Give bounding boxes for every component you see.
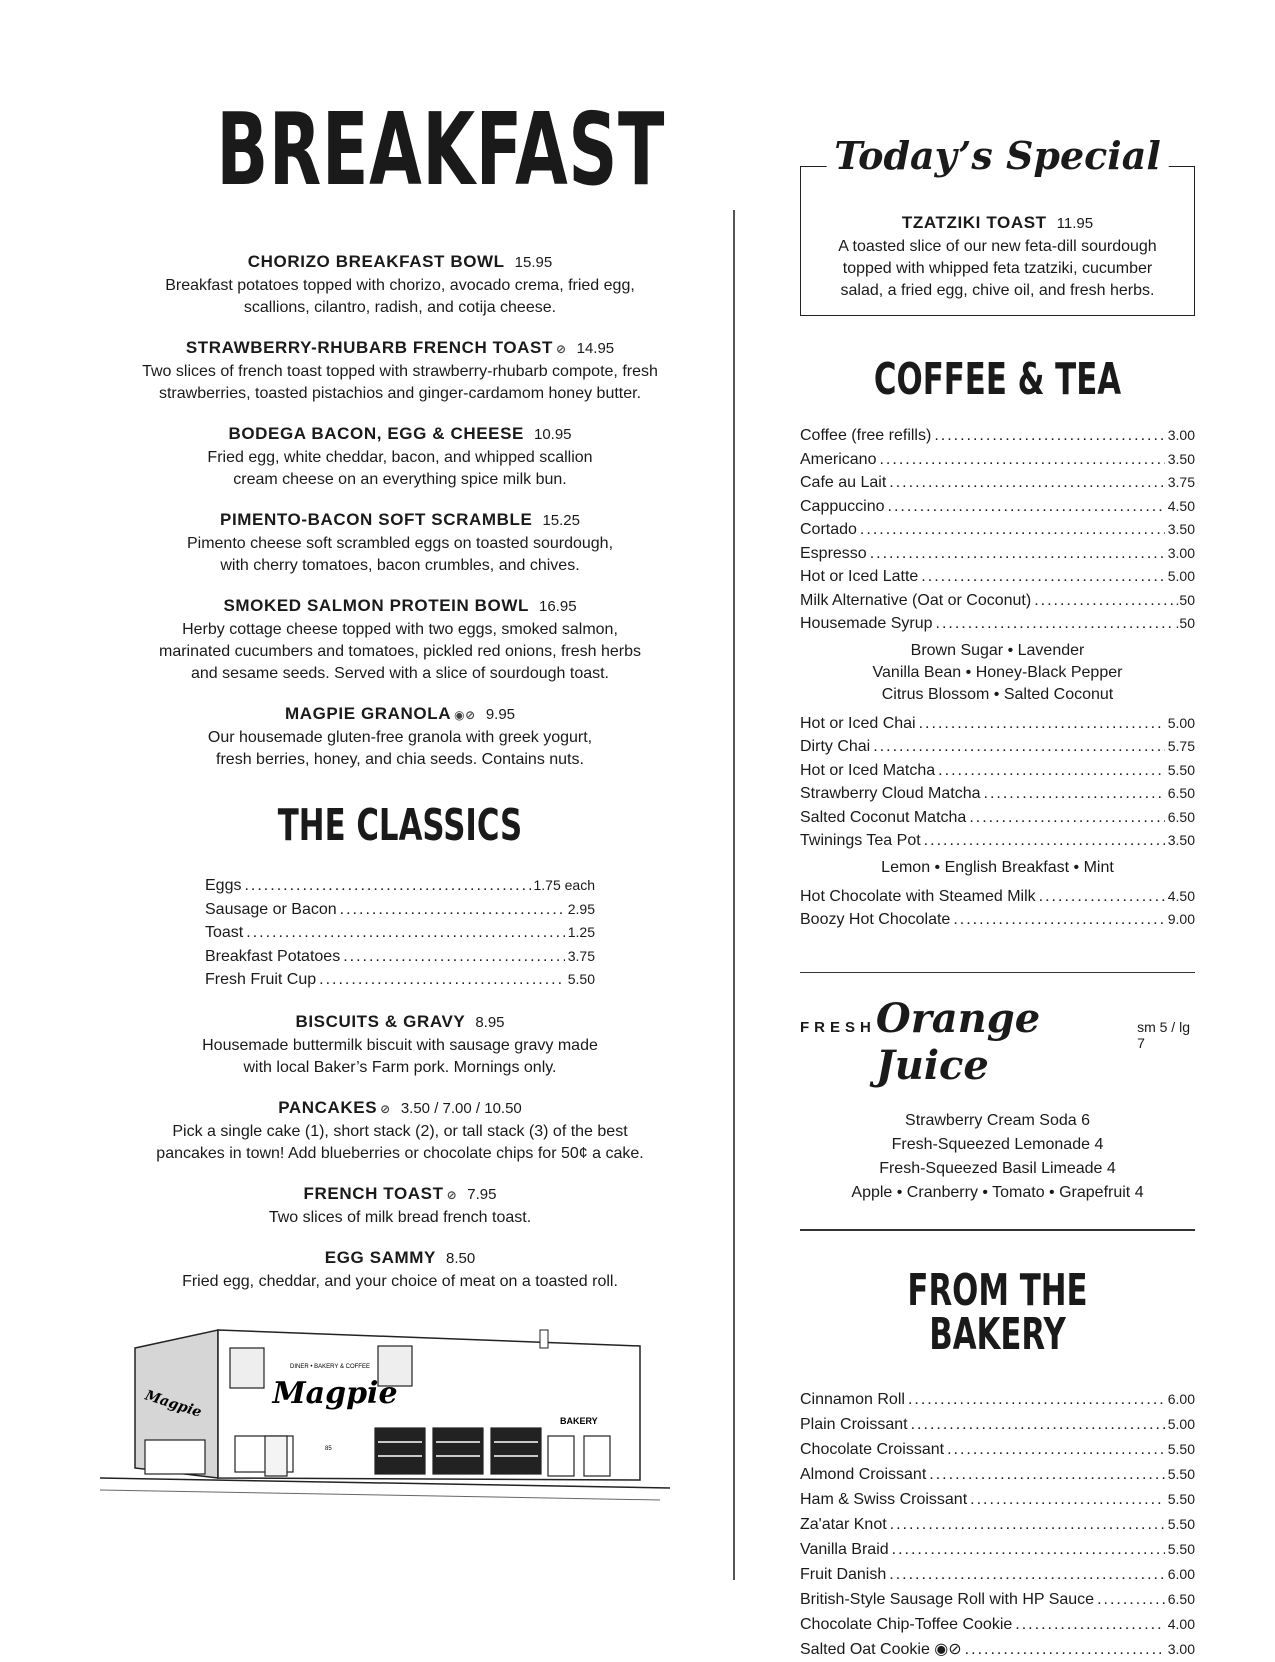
price-list-price: 5.00 [1167, 714, 1195, 731]
dot-leader [1039, 886, 1165, 909]
price-list-name: Dirty Chai [800, 738, 871, 755]
menu-item-price: 16.95 [539, 598, 577, 615]
price-list-price: 6.50 [1167, 1590, 1195, 1607]
menu-item-desc: and sesame seeds. Served with a slice of sourdough toast. [190, 665, 609, 682]
menu-item-price: 3.50 / 7.00 / 10.50 [400, 1099, 522, 1117]
text-line: Citrus Blossom • Salted Coconut [881, 685, 1114, 703]
menu-item [130, 594, 670, 685]
price-list-row [800, 782, 1195, 806]
dot-leader [938, 760, 1165, 783]
text-line: Fresh-Squeezed Basil Limeade 4 [879, 1160, 1116, 1177]
menu-item-desc: Fried egg, white cheddar, bacon, and whipped scallion [207, 449, 593, 466]
menu-item [130, 508, 670, 577]
price-list-name: Eggs [205, 877, 242, 894]
todays-special-box [800, 133, 1195, 316]
special-name: TZATZIKI TOAST [901, 213, 1047, 232]
dot-leader [244, 875, 530, 898]
building-sign-name: Magpie [272, 1376, 398, 1411]
menu-item [130, 1246, 670, 1293]
special-item-head [801, 211, 1194, 236]
menu-item-head [130, 702, 670, 727]
dietary-icon: ◉⊘ [454, 708, 476, 722]
menu-item [130, 250, 670, 319]
price-list-name: Chocolate Croissant [800, 1440, 945, 1458]
menu-item-price: 9.95 [485, 706, 516, 723]
menu-item-head [130, 508, 670, 533]
breakfast-items [130, 250, 670, 771]
dot-leader [1015, 1613, 1164, 1637]
price-list-name: Boozy Hot Chocolate [800, 911, 951, 928]
price-list-price: 2.95 [567, 900, 595, 917]
price-list-price: 5.50 [567, 971, 595, 987]
price-list-row [800, 885, 1195, 909]
dietary-icon: ⊘ [555, 342, 567, 356]
building-illustration [100, 1318, 680, 1513]
price-list-name: Za'atar Knot [800, 1515, 887, 1533]
menu-item [130, 1182, 670, 1229]
price-list-row [800, 589, 1195, 613]
text-line: Strawberry Cream Soda 6 [905, 1112, 1090, 1129]
menu-item-head [130, 594, 670, 619]
price-list-name: Sausage or Bacon [205, 900, 337, 918]
dot-leader [879, 449, 1164, 472]
price-list-row [800, 1512, 1195, 1537]
menu-item-price: 14.95 [576, 340, 615, 357]
oj-fresh-label: FRESH [800, 1019, 876, 1036]
dot-leader [319, 969, 565, 992]
price-list-name: Fresh Fruit Cup [205, 971, 317, 988]
left-column [130, 91, 670, 1310]
dot-leader [340, 899, 565, 922]
text-line: Apple • Cranberry • Tomato • Grapefruit 4 [851, 1184, 1144, 1201]
price-list-row [800, 1487, 1195, 1512]
menu-item-name: PIMENTO-BACON SOFT SCRAMBLE [220, 510, 533, 529]
price-list-price: 4.00 [1167, 1615, 1195, 1632]
menu-item-name: PANCAKES [278, 1097, 378, 1117]
text-line: Lemon • English Breakfast • Mint [881, 858, 1114, 876]
price-list-row [800, 712, 1195, 736]
price-list-price: 1.75 each [533, 877, 595, 893]
dot-leader [970, 1488, 1165, 1512]
price-list-name: Hot or Iced Latte [800, 568, 919, 585]
todays-special-title: Today’s Special [826, 133, 1169, 178]
building-drawing [100, 1318, 680, 1508]
coffee-list-2 [800, 712, 1195, 853]
menu-item-price: 10.95 [533, 426, 572, 443]
price-list-price: 3.00 [1167, 544, 1195, 561]
price-list-price: 5.50 [1167, 1490, 1195, 1507]
price-list-price: 6.00 [1167, 1565, 1195, 1582]
menu-item-head [130, 422, 670, 447]
classics-list [205, 874, 595, 992]
price-list-price: 5.50 [1167, 1465, 1195, 1482]
tea-flavors [800, 857, 1195, 879]
menu-item-desc: with cherry tomatoes, bacon crumbles, and chives. [220, 557, 580, 574]
price-list-row [800, 759, 1195, 783]
coffee-list-1 [800, 424, 1195, 636]
menu-item-head [130, 1246, 670, 1271]
price-list-row [205, 921, 595, 945]
price-list-row [800, 1387, 1195, 1412]
special-desc [801, 236, 1194, 302]
dot-leader [890, 1513, 1165, 1537]
menu-item-desc: cream cheese on an everything spice milk bun. [233, 471, 567, 488]
price-list-name: Hot or Iced Chai [800, 714, 916, 732]
menu-item-desc: Pick a single cake (1), short stack (2), or tall stack (3) of the best [172, 1122, 628, 1140]
dot-leader [911, 1413, 1165, 1437]
dot-leader [1097, 1588, 1165, 1612]
bakery-list [800, 1387, 1195, 1662]
menu-item-name: MAGPIE GRANOLA [284, 704, 452, 723]
dot-leader [892, 1538, 1165, 1562]
price-list-name: Salted Oat Cookie ◉⊘ [800, 1640, 962, 1658]
building-side-name: Magpie [143, 1387, 204, 1421]
price-list-price: 5.50 [1167, 1540, 1195, 1557]
building-bakery-sign: BAKERY [560, 1416, 598, 1426]
price-list-name: Twinings Tea Pot [800, 832, 921, 849]
menu-item-price: 15.95 [514, 254, 553, 271]
menu-item-desc: scallions, cilantro, radish, and cotija cheese. [243, 299, 557, 316]
dot-leader [924, 830, 1165, 853]
menu-item-price: 8.95 [475, 1013, 505, 1031]
menu-item-name: SMOKED SALMON PROTEIN BOWL [223, 596, 529, 615]
menu-item [130, 702, 670, 771]
dot-leader [860, 519, 1165, 542]
price-list-price: 3.50 [1167, 450, 1195, 467]
price-list-row [800, 565, 1195, 589]
dietary-icon: ⊘ [446, 1187, 458, 1202]
dot-leader [921, 566, 1164, 589]
breakfast-title: BREAKFAST [216, 91, 666, 208]
price-list-price: 5.50 [1167, 1515, 1195, 1532]
menu-item-name: EGG SAMMY [324, 1247, 436, 1267]
price-list-name: Hot Chocolate with Steamed Milk [800, 887, 1036, 905]
menu-item-head [130, 336, 670, 361]
menu-item-desc: pancakes in town! Add blueberries or chocolate chips for 50¢ a cake. [156, 1144, 644, 1162]
price-list-price: 6.50 [1167, 785, 1195, 801]
price-list-row [800, 1437, 1195, 1462]
menu-item [130, 422, 670, 491]
dot-leader [934, 425, 1164, 448]
price-list-name: Almond Croissant [800, 1465, 927, 1483]
menu-item-name: BODEGA BACON, EGG & CHEESE [228, 424, 524, 443]
price-list-name: Milk Alternative (Oat or Coconut) [800, 591, 1032, 609]
dot-leader [889, 472, 1164, 495]
price-list-price: .50 [1175, 615, 1195, 631]
price-list-row [800, 518, 1195, 542]
price-list-name: Coffee (free refills) [800, 427, 932, 444]
juice-lines [800, 1109, 1195, 1205]
right-column [800, 130, 1195, 1662]
price-list-name: Toast [205, 924, 244, 941]
price-list-row [800, 1587, 1195, 1612]
price-list-row [800, 1612, 1195, 1637]
dot-leader [947, 1438, 1165, 1462]
menu-item-head [130, 1010, 670, 1035]
menu-item-desc: marinated cucumbers and tomatoes, pickled red onions, fresh herbs [158, 643, 642, 660]
price-list-row [205, 898, 595, 922]
price-list-price: 5.00 [1167, 1415, 1195, 1432]
menu-item-desc: Housemade buttermilk biscuit with sausage gravy made [202, 1036, 598, 1054]
price-list-row [800, 495, 1195, 519]
price-list-price: .50 [1175, 591, 1195, 608]
menu-item-desc: Pimento cheese soft scrambled eggs on toasted sourdough, [186, 535, 614, 552]
price-list-price: 3.00 [1167, 427, 1195, 443]
orange-juice-header [800, 995, 1195, 1089]
price-list-row [800, 612, 1195, 636]
dot-leader [343, 946, 565, 969]
price-list-price: 3.50 [1167, 521, 1195, 537]
dot-leader [889, 1563, 1165, 1587]
menu-item-desc: fresh berries, honey, and chia seeds. Contains nuts. [216, 751, 584, 768]
price-list-row [800, 471, 1195, 495]
price-list-row [800, 1562, 1195, 1587]
price-list-name: Ham & Swiss Croissant [800, 1490, 968, 1508]
price-list-name: Cinnamon Roll [800, 1390, 905, 1408]
menu-item-desc: Fried egg, cheddar, and your choice of meat on a toasted roll. [182, 1272, 618, 1290]
price-list-name: Plain Croissant [800, 1415, 908, 1433]
price-list-price: 6.50 [1167, 808, 1195, 825]
price-list-name: Cortado [800, 521, 857, 538]
oj-price: sm 5 / lg 7 [1137, 1019, 1190, 1051]
price-list-price: 3.75 [1167, 474, 1195, 490]
column-divider [733, 210, 735, 1580]
syrup-flavors [800, 640, 1195, 706]
price-list-price: 9.00 [1167, 911, 1195, 927]
price-list-name: Chocolate Chip-Toffee Cookie [800, 1615, 1013, 1633]
price-list-row [800, 735, 1195, 759]
price-list-name: Cappuccino [800, 497, 885, 515]
price-list-row [800, 829, 1195, 853]
dot-leader [929, 1463, 1164, 1487]
price-list-price: 4.50 [1167, 497, 1195, 514]
price-list-price: 4.50 [1167, 887, 1195, 904]
menu-item-head [130, 250, 670, 275]
dot-leader [888, 496, 1165, 519]
dot-leader [919, 713, 1165, 736]
text-line: salad, a fried egg, chive oil, and fresh herbs. [840, 282, 1155, 299]
price-list-row [800, 448, 1195, 472]
price-list-price: 1.25 [567, 924, 595, 940]
price-list-name: Hot or Iced Matcha [800, 761, 936, 779]
price-list-row [800, 908, 1195, 932]
menu-item-head [130, 1096, 670, 1121]
price-list-name: Strawberry Cloud Matcha [800, 785, 981, 802]
menu-item-name: CHORIZO BREAKFAST BOWL [247, 252, 505, 271]
price-list-name: British-Style Sausage Roll with HP Sauce [800, 1590, 1095, 1608]
price-list-price: 3.50 [1167, 832, 1195, 848]
coffee-tea-title: COFFEE & TEA [873, 354, 1122, 405]
dot-leader [246, 922, 565, 945]
menu-item-price: 15.25 [542, 512, 580, 529]
dot-leader [984, 783, 1165, 806]
price-list-price: 3.00 [1167, 1640, 1195, 1657]
text-line: topped with whipped feta tzatziki, cucumber [842, 260, 1153, 277]
menu-item-price: 8.50 [445, 1249, 476, 1267]
price-list-price: 5.50 [1167, 761, 1195, 778]
price-list-price: 6.00 [1167, 1390, 1195, 1407]
price-list-price: 5.75 [1167, 738, 1195, 754]
menu-item-price: 7.95 [467, 1185, 497, 1203]
price-list-price: 5.00 [1167, 568, 1195, 584]
price-list-name: Vanilla Braid [800, 1540, 889, 1558]
dietary-icon: ⊘ [380, 1101, 391, 1116]
building-number: 85 [325, 1446, 332, 1452]
menu-item-name: STRAWBERRY-RHUBARB FRENCH TOAST [185, 338, 553, 357]
price-list-name: Salted Coconut Matcha [800, 808, 967, 826]
oj-title: Orange Juice [875, 995, 1041, 1089]
price-list-name: Americano [800, 450, 877, 468]
dot-leader [969, 807, 1164, 830]
menu-item [130, 336, 670, 405]
price-list-row [800, 542, 1195, 566]
dot-leader [953, 909, 1164, 932]
text-line: Fresh-Squeezed Lemonade 4 [891, 1136, 1104, 1153]
coffee-list-3 [800, 885, 1195, 932]
price-list-name: Fruit Danish [800, 1565, 887, 1583]
text-line: A toasted slice of our new feta-dill sourdough [838, 238, 1157, 255]
price-list-row [205, 968, 595, 992]
menu-item-desc: Two slices of milk bread french toast. [268, 1208, 532, 1226]
price-list-row [205, 945, 595, 969]
menu-item-desc: strawberries, toasted pistachios and ginger-cardamom honey butter. [158, 385, 642, 402]
price-list-row [800, 1462, 1195, 1487]
dot-leader [908, 1388, 1165, 1412]
menu-item [130, 1096, 670, 1165]
text-line: Vanilla Bean • Honey-Black Pepper [872, 663, 1123, 681]
dot-leader [873, 736, 1165, 759]
bakery-title: FROM THE BAKERY [907, 1264, 1088, 1360]
text-line: Brown Sugar • Lavender [910, 641, 1085, 659]
menu-item-head [130, 1182, 670, 1207]
price-list-row [800, 806, 1195, 830]
price-list-name: Espresso [800, 544, 867, 562]
classics-items [130, 1010, 670, 1293]
dot-leader [870, 543, 1165, 566]
building-sign-small: DINER • BAKERY & COFFEE [290, 1364, 370, 1370]
classics-title: THE CLASSICS [277, 800, 523, 851]
price-list-row [205, 874, 595, 898]
price-list-row [800, 424, 1195, 448]
price-list-name: Breakfast Potatoes [205, 947, 341, 965]
menu-item-desc: with local Baker’s Farm pork. Mornings only. [243, 1058, 557, 1076]
price-list-price: 5.50 [1167, 1440, 1195, 1457]
price-list-row [800, 1637, 1195, 1662]
price-list-name: Cafe au Lait [800, 474, 887, 491]
menu-item-desc: Herby cottage cheese topped with two eggs, smoked salmon, [182, 621, 618, 638]
menu-item-name: FRENCH TOAST [303, 1183, 444, 1203]
price-list-row [800, 1412, 1195, 1437]
price-list-row [800, 1537, 1195, 1562]
menu-item-desc: Breakfast potatoes topped with chorizo, avocado crema, fried egg, [165, 277, 635, 294]
menu-item [130, 1010, 670, 1079]
price-list-price: 3.75 [567, 947, 595, 964]
dot-leader [1034, 590, 1172, 613]
price-list-name: Housemade Syrup [800, 615, 933, 632]
menu-item-desc: Our housemade gluten-free granola with greek yogurt, [207, 729, 593, 746]
special-price: 11.95 [1056, 215, 1094, 232]
menu-item-desc: Two slices of french toast topped with strawberry-rhubarb compote, fresh [142, 363, 658, 380]
dot-leader [936, 613, 1173, 636]
menu-item-name: BISCUITS & GRAVY [295, 1011, 466, 1031]
